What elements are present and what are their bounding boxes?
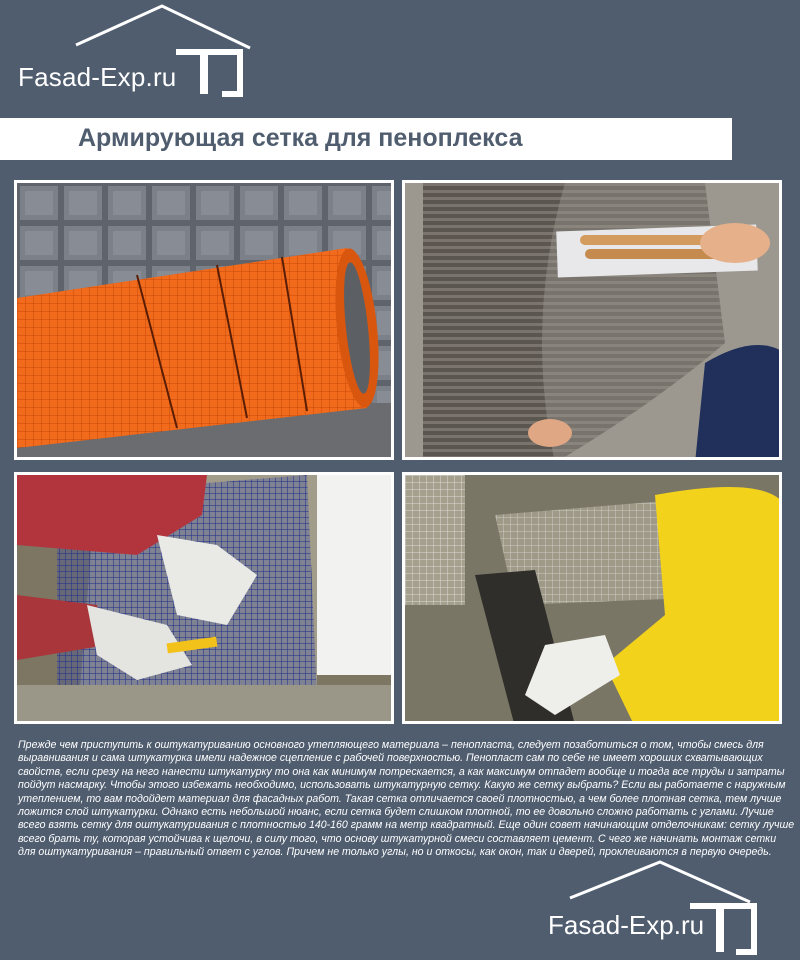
house-roof-icon <box>0 0 270 110</box>
logo-top <box>0 0 270 110</box>
photo-orange-mesh-roll <box>14 180 394 460</box>
logo-bottom <box>540 858 800 960</box>
page-title: Армирующая сетка для пеноплекса <box>78 124 523 152</box>
title-bar <box>0 118 732 160</box>
photo-embedding-mesh <box>402 472 782 724</box>
brand-name-footer[interactable]: Fasad-Exp.ru <box>548 910 705 940</box>
photo-notched-trowel <box>402 180 782 460</box>
brand-name[interactable]: Fasad-Exp.ru <box>18 62 177 92</box>
photo-cutting-mesh <box>14 472 394 724</box>
article-paragraph: Прежде чем приступить к оштукатуриванию основного утепляющего материала – пенопласта, следует позаботиться о том, чтобы смесь для выравнивания и сама штукатурка имели надежное сцепление с рабочей поверхностью. Пенопласт сам по себе не имеет хороших схватывающих свойств, если срезу на него нанести штукатурку то она как минимум потрескается, а как максимум отпадет вообще и тогда все труды и затраты пойдут насмарку. Чтобы этого избежать необходимо, использовать штукатурную сетку. Какую же сетку выбрать? Если вы работаете с наружным утеплением, то вам подойдет материал для фасадных работ. Такая сетка отличается своей плотностью, а чем более плотная сетка, тем лучше ложится слой штукатурки. Однако есть небольшой нюанс, если сетка будет слишком плотной, то ее довольно сложно работать с углами. Лучше всего взять сетку для оштукатуривания с плотностью 140-160 грамм на метр квадратный. Еще один совет начинающим отделочникам: сетку лучше всего брать ту, которая устойчива к щелочи, в силу того, что основу штукатурной смеси составляет цемент. С чего же начинать монтаж сетки для оштукатуривания – правильный ответ с углов. Причем не только углы, но и откосы, как окон, так и дверей, проклеиваются в первую очередь. <box>18 739 795 859</box>
house-roof-icon <box>540 858 800 960</box>
